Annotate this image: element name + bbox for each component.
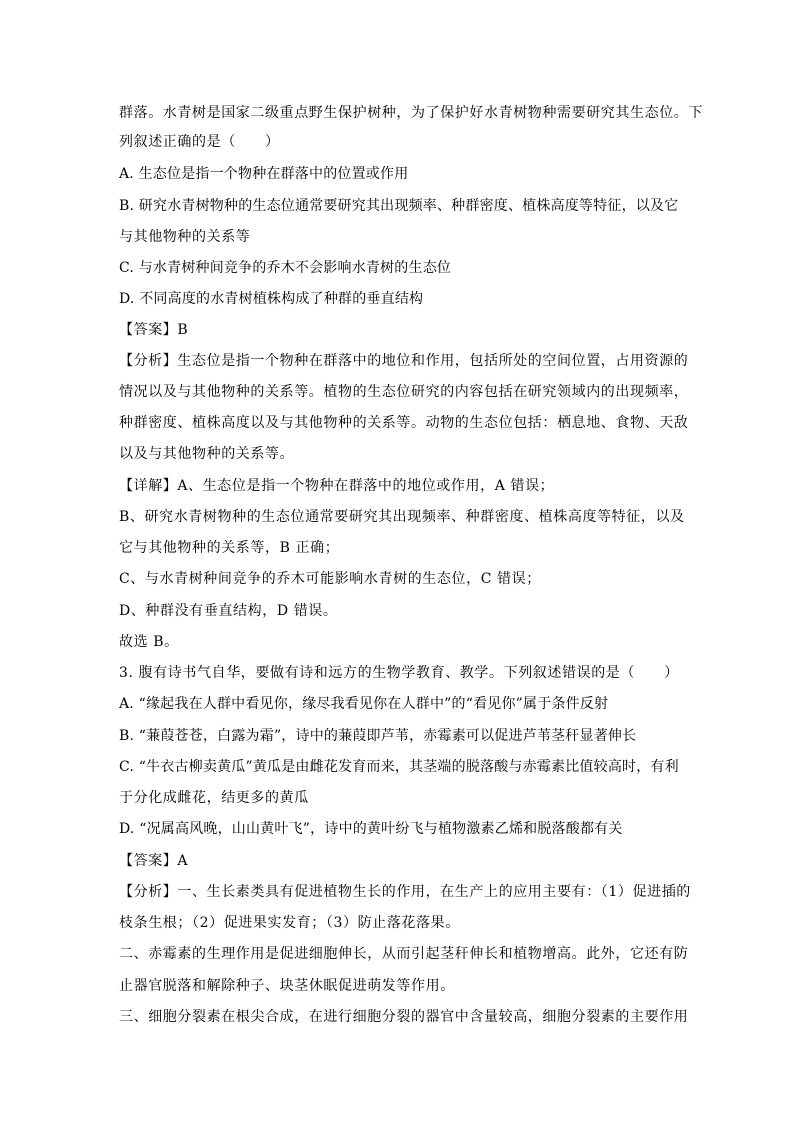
question-3-stem: 3. 腹有诗书气自华，要做有诗和远方的生物学教育、教学。下列叙述错误的是（ ） [119,665,679,681]
question-stem: 列叙述正确的是（ ） [119,134,280,150]
option-d: D. 不同高度的水青树植株构成了种群的垂直结构 [119,291,424,307]
option-c-continued: 于分化成雌花，结更多的黄瓜 [119,790,309,806]
answer-line: 【答案】B [119,322,189,338]
conclusion-line: 故选 B。 [119,634,179,650]
option-a: A. “缘起我在人群中看见你，缘尽我看见你在人群中”的“看见你”属于条件反射 [119,696,609,712]
option-b-continued: 与其他物种的关系等 [119,229,251,245]
analysis-line: 种群密度、植株高度以及与其他物种的关系等。动物的生态位包括：栖息地、食物、天敌 [119,415,689,431]
option-d: D. “况属高风晚，山山黄叶飞”，诗中的黄叶纷飞与植物激素乙烯和脱落酸都有关 [119,821,623,837]
detail-line: 【详解】A、生态位是指一个物种在群落中的地位或作用，A 错误； [119,478,555,494]
detail-line: C、与水青树种间竞争的乔木可能影响水青树的生态位，C 错误； [119,571,541,587]
analysis-line: 以及与其他物种的关系等。 [119,446,295,462]
analysis-line: 枝条生根；（2）促进果实发育；（3）防止落花落果。 [119,915,460,931]
detail-line: 它与其他物种的关系等，B 正确； [119,540,340,556]
option-c: C. “牛衣古柳卖黄瓜”黄瓜是由雌花发育而来，其茎端的脱落酸与赤霉素比值较高时，有利 [119,759,679,775]
text-line: 群落。水青树是国家二级重点野生保护树种，为了保护好水青树物种需要研究其生态位。下 [119,105,703,121]
analysis-line: 【分析】生态位是指一个物种在群落中的地位和作用，包括所处的空间位置，占用资源的 [119,353,689,369]
option-c: C. 与水青树种间竞争的乔木不会影响水青树的生态位 [119,260,452,276]
analysis-line: 止器官脱落和解除种子、块茎休眠促进萌发等作用。 [119,978,455,994]
option-b: B. 研究水青树物种的生态位通常要研究其出现频率、种群密度、植株高度等特征，以及它 [119,198,679,214]
option-b: B. “蒹葭苍苍，白露为霜”，诗中的蒹葭即芦苇，赤霉素可以促进芦苇茎秆显著伸长 [119,728,637,744]
detail-line: D、种群没有垂直结构，D 错误。 [119,603,338,619]
answer-line: 【答案】A [119,853,189,869]
analysis-line: 情况以及与其他物种的关系等。植物的生态位研究的内容包括在研究领域内的出现频率， [119,384,689,400]
option-a: A. 生态位是指一个物种在群落中的位置或作用 [119,166,409,182]
detail-line: B、研究水青树物种的生态位通常要研究其出现频率、种群密度、植株高度等特征，以及 [119,509,685,525]
analysis-line: 二、赤霉素的生理作用是促进细胞伸长，从而引起茎秆伸长和植物增高。此外，它还有防 [119,946,689,962]
analysis-line: 三、细胞分裂素在根尖合成，在进行细胞分裂的器官中含量较高，细胞分裂素的主要作用 [119,1009,689,1025]
analysis-line: 【分析】一、生长素类具有促进植物生长的作用，在生产上的应用主要有：（1）促进插的 [119,884,691,900]
